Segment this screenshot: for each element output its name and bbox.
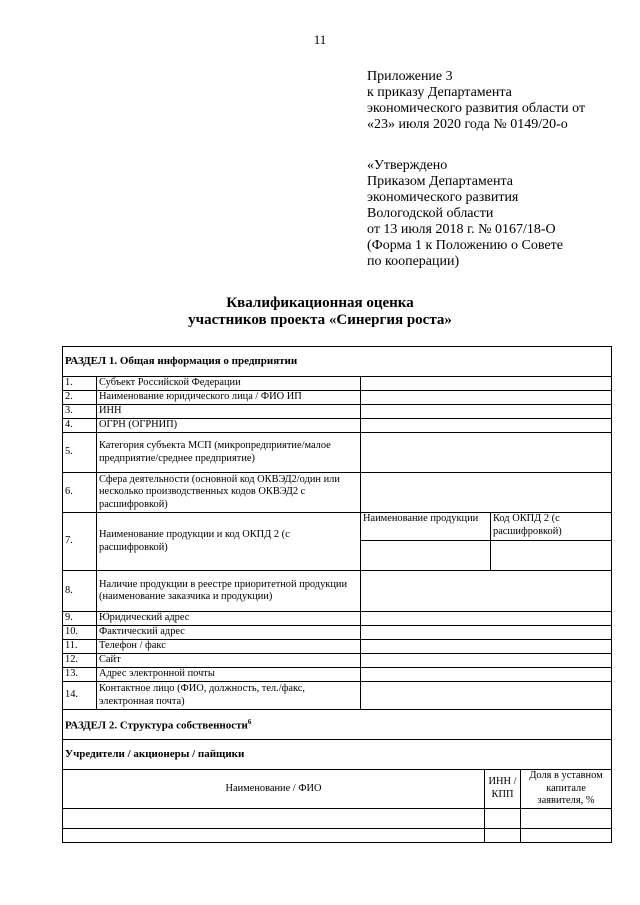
table-row xyxy=(63,405,612,419)
shareholder-name-cell[interactable] xyxy=(63,808,485,828)
approved-line: Вологодской области xyxy=(367,206,494,221)
row-number: 9. xyxy=(63,612,97,626)
approved-line: (Форма 1 к Положению о Совете xyxy=(367,238,563,253)
row-label: Контактное лицо (ФИО, должность, тел./факс, электронная почта) xyxy=(97,682,361,710)
shareholder-share-cell[interactable] xyxy=(521,828,612,842)
row-label: ИНН xyxy=(97,405,361,419)
title-line-2: участников проекта «Синергия роста» xyxy=(188,312,452,328)
footnote-marker: 6 xyxy=(247,718,252,727)
column-header-name: Наименование / ФИО xyxy=(63,770,485,809)
appendix-line: Приложение 3 xyxy=(367,69,453,84)
row-label: Категория субъекта МСП (микропредприятие/малое предприятие/среднее предприятие) xyxy=(97,433,361,473)
table-row xyxy=(63,640,612,654)
row-label: Сайт xyxy=(97,654,361,668)
row-number: 2. xyxy=(63,391,97,405)
row-number: 5. xyxy=(63,433,97,473)
document-title xyxy=(0,295,640,329)
value-cell[interactable] xyxy=(361,571,612,612)
appendix-block xyxy=(367,69,627,133)
value-cell[interactable] xyxy=(361,626,612,640)
approved-line: Приказом Департамента xyxy=(367,174,513,189)
shareholders-subheader: Учредители / акционеры / пайщики xyxy=(63,740,612,770)
shareholder-inn-cell[interactable] xyxy=(485,808,521,828)
row-number: 10. xyxy=(63,626,97,640)
okpd-code-header: Код ОКПД 2 (с расшифровкой) xyxy=(491,513,612,541)
shareholders-subheader-row xyxy=(63,740,612,770)
table-row xyxy=(63,626,612,640)
row-label: Телефон / факс xyxy=(97,640,361,654)
value-cell[interactable] xyxy=(361,391,612,405)
shareholder-share-cell[interactable] xyxy=(521,808,612,828)
table-row xyxy=(63,808,612,828)
row-number: 6. xyxy=(63,473,97,513)
table-row xyxy=(63,828,612,842)
table-row xyxy=(63,668,612,682)
value-cell[interactable] xyxy=(361,612,612,626)
section2-header-row xyxy=(63,710,612,740)
section2-header-text: РАЗДЕЛ 2. Структура собственности xyxy=(65,720,248,733)
row-label: Субъект Российской Федерации xyxy=(97,377,361,391)
row-label: Фактический адрес xyxy=(97,626,361,640)
shareholder-name-cell[interactable] xyxy=(63,828,485,842)
row-number: 4. xyxy=(63,419,97,433)
row-label: Наличие продукции в реестре приоритетной продукции (наименование заказчика и продукции) xyxy=(97,571,361,612)
row-number: 12. xyxy=(63,654,97,668)
table-row xyxy=(63,377,612,391)
product-name-cell[interactable] xyxy=(361,541,491,571)
row-number: 7. xyxy=(63,513,97,571)
section2-header xyxy=(63,710,612,740)
appendix-line: «23» июля 2020 года № 0149/20-о xyxy=(367,117,568,132)
row-label: Наименование продукции и код ОКПД 2 (с расшифровкой) xyxy=(97,513,361,571)
row-number: 13. xyxy=(63,668,97,682)
table-row xyxy=(63,473,612,513)
row-number: 11. xyxy=(63,640,97,654)
value-cell[interactable] xyxy=(361,668,612,682)
column-header-inn: ИНН / КПП xyxy=(485,770,521,809)
shareholder-inn-cell[interactable] xyxy=(485,828,521,842)
value-cell[interactable] xyxy=(361,405,612,419)
value-cell[interactable] xyxy=(361,433,612,473)
value-cell[interactable] xyxy=(361,419,612,433)
appendix-line: экономического развития области от xyxy=(367,101,586,116)
row-label: Адрес электронной почты xyxy=(97,668,361,682)
table-row xyxy=(63,433,612,473)
value-cell[interactable] xyxy=(361,654,612,668)
table-row xyxy=(63,513,612,541)
qualification-form-table xyxy=(62,346,612,843)
value-cell[interactable] xyxy=(361,473,612,513)
page-number: 11 xyxy=(313,32,327,47)
table-row xyxy=(63,391,612,405)
approved-line: по кооперации) xyxy=(367,254,460,269)
row-label: ОГРН (ОГРНИП) xyxy=(97,419,361,433)
row-number: 8. xyxy=(63,571,97,612)
approved-line: экономического развития xyxy=(367,190,519,205)
okpd-code-cell[interactable] xyxy=(491,541,612,571)
row-label: Юридический адрес xyxy=(97,612,361,626)
table-row xyxy=(63,612,612,626)
column-header-share: Доля в уставном капитале заявителя, % xyxy=(521,770,612,809)
shareholders-columns-row xyxy=(63,770,612,809)
table-row xyxy=(63,682,612,710)
section1-header: РАЗДЕЛ 1. Общая информация о предприятии xyxy=(63,347,612,377)
title-line-1: Квалификационная оценка xyxy=(226,295,414,311)
value-cell[interactable] xyxy=(361,640,612,654)
table-row xyxy=(63,654,612,668)
row-label: Наименование юридического лица / ФИО ИП xyxy=(97,391,361,405)
section1-header-row xyxy=(63,347,612,377)
row-number: 3. xyxy=(63,405,97,419)
approved-line: «Утверждено xyxy=(367,158,448,173)
approved-block xyxy=(367,158,627,270)
table-row xyxy=(63,571,612,612)
value-cell[interactable] xyxy=(361,377,612,391)
appendix-line: к приказу Департамента xyxy=(367,85,512,100)
product-name-header: Наименование продукции xyxy=(361,513,491,541)
approved-line: от 13 июля 2018 г. № 0167/18-О xyxy=(367,222,556,237)
row-number: 14. xyxy=(63,682,97,710)
row-label: Сфера деятельности (основной код ОКВЭД2/один или несколько производственных кодов ОКВЭД2 с расшифровкой) xyxy=(97,473,361,513)
row-number: 1. xyxy=(63,377,97,391)
table-row xyxy=(63,419,612,433)
value-cell[interactable] xyxy=(361,682,612,710)
